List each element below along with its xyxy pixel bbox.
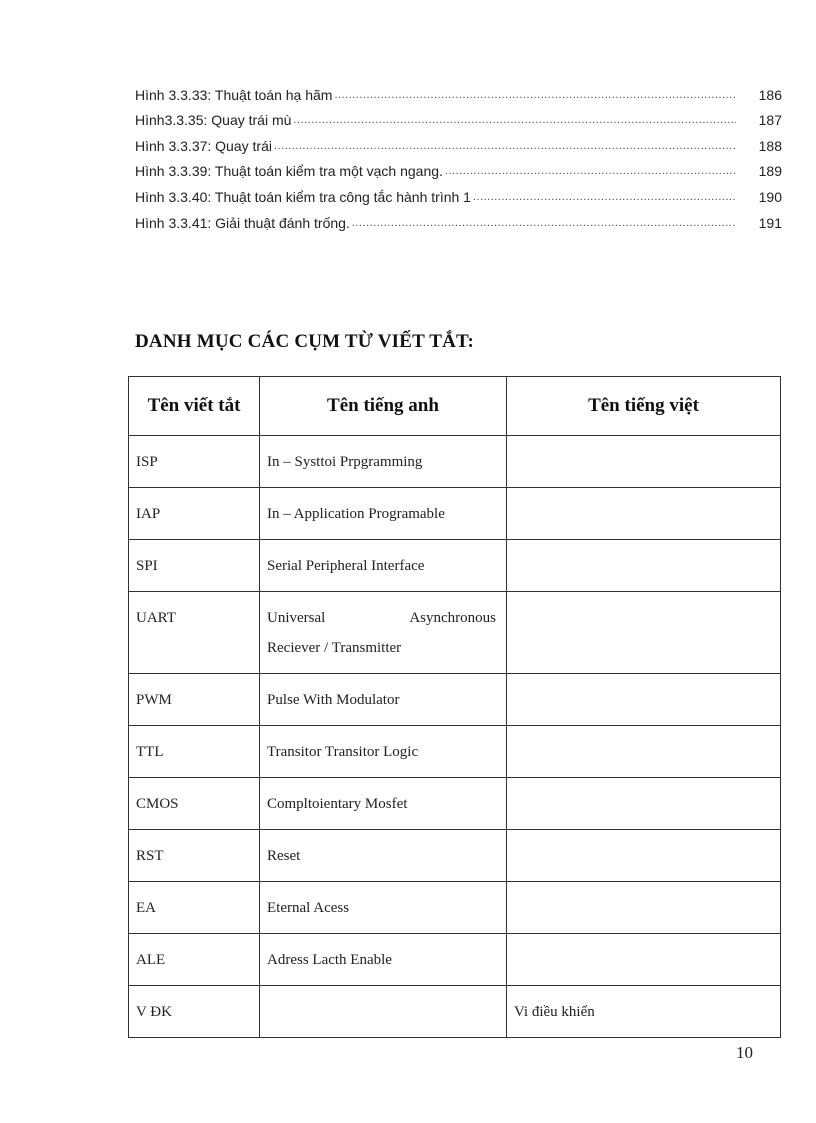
table-row — [129, 592, 781, 674]
dot-leader — [293, 114, 736, 126]
vietnamese-cell — [507, 488, 781, 540]
table-row — [129, 726, 781, 778]
table-row — [129, 540, 781, 592]
english-cell: Compltoientary Mosfet — [260, 778, 507, 830]
vietnamese-cell — [507, 674, 781, 726]
english-cell — [260, 986, 507, 1038]
figure-list — [135, 77, 782, 231]
figure-title: Hình 3.3.39: Thuật toán kiểm tra một vạch ngang. — [135, 163, 443, 180]
vietnamese-cell — [507, 830, 781, 882]
header-abbreviation: Tên viết tắt — [129, 377, 260, 436]
header-vietnamese-name: Tên tiếng việt — [507, 377, 781, 436]
table-row — [129, 674, 781, 726]
vietnamese-cell — [507, 436, 781, 488]
abbr-cell: UART — [129, 592, 260, 674]
figure-page-number: 187 — [758, 112, 782, 129]
table-header-row — [129, 377, 781, 436]
abbreviations-heading: DANH MỤC CÁC CỤM TỪ VIẾT TẮT: — [135, 331, 475, 352]
abbr-cell: IAP — [129, 488, 260, 540]
table-row — [129, 986, 781, 1038]
header-english-name: Tên tiếng anh — [260, 377, 507, 436]
abbr-cell: ISP — [129, 436, 260, 488]
abbr-cell: TTL — [129, 726, 260, 778]
english-cell: In – Application Programable — [260, 488, 507, 540]
dot-leader — [334, 89, 736, 101]
figure-list-entry — [135, 179, 782, 205]
figure-page-number: 191 — [758, 214, 782, 231]
english-cell: Adress Lacth Enable — [260, 934, 507, 986]
english-text-part: Reciever / Transmitter — [267, 640, 402, 656]
abbr-cell: SPI — [129, 540, 260, 592]
abbr-cell: RST — [129, 830, 260, 882]
table-row — [129, 488, 781, 540]
dot-leader — [473, 191, 736, 203]
table-row — [129, 436, 781, 488]
english-cell — [260, 592, 507, 674]
figure-title: Hình 3.3.40: Thuật toán kiểm tra công tắc hành trình 1 — [135, 188, 471, 205]
figure-title: Hình 3.3.41: Giải thuật đánh trống. — [135, 214, 350, 231]
dot-leader — [274, 140, 736, 152]
figure-list-entry — [135, 128, 782, 154]
figure-list-entry — [135, 154, 782, 180]
english-cell: Pulse With Modulator — [260, 674, 507, 726]
abbr-cell: EA — [129, 882, 260, 934]
dot-leader — [352, 217, 736, 229]
page-number: 10 — [736, 1043, 753, 1062]
vietnamese-cell — [507, 934, 781, 986]
table-row — [129, 830, 781, 882]
english-text-part: Asynchronous — [409, 610, 496, 626]
english-cell: Serial Peripheral Interface — [260, 540, 507, 592]
dot-leader — [445, 165, 736, 177]
abbreviations-table — [128, 376, 781, 1038]
table-row — [129, 882, 781, 934]
table-row — [129, 934, 781, 986]
vietnamese-cell — [507, 726, 781, 778]
abbr-cell: CMOS — [129, 778, 260, 830]
figure-list-entry — [135, 205, 782, 231]
figure-title: Hình3.3.35: Quay trái mù — [135, 112, 292, 129]
english-cell: In – Systtoi Prpgramming — [260, 436, 507, 488]
vietnamese-cell — [507, 540, 781, 592]
abbr-cell: V ĐK — [129, 986, 260, 1038]
english-text-part: Universal — [267, 610, 326, 626]
figure-list-entry — [135, 103, 782, 129]
figure-page-number: 188 — [758, 137, 782, 154]
figure-page-number: 189 — [758, 163, 782, 180]
vietnamese-cell — [507, 882, 781, 934]
english-cell: Eternal Acess — [260, 882, 507, 934]
figure-list-entry — [135, 77, 782, 103]
figure-page-number: 186 — [758, 86, 782, 103]
vietnamese-cell — [507, 778, 781, 830]
table-row — [129, 778, 781, 830]
abbr-cell: PWM — [129, 674, 260, 726]
english-cell: Transitor Transitor Logic — [260, 726, 507, 778]
abbr-cell: ALE — [129, 934, 260, 986]
english-cell: Reset — [260, 830, 507, 882]
figure-page-number: 190 — [758, 188, 782, 205]
figure-title: Hình 3.3.33: Thuật toán hạ hãm — [135, 86, 333, 103]
vietnamese-cell — [507, 592, 781, 674]
figure-title: Hình 3.3.37: Quay trái — [135, 137, 272, 154]
vietnamese-cell: Vi điều khiển — [507, 986, 781, 1038]
